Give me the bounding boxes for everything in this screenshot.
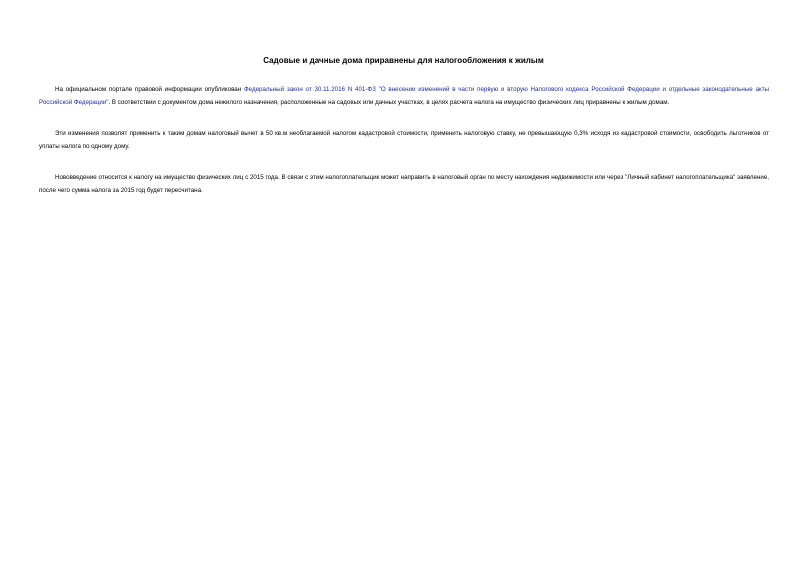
federal-law-link[interactable]: Федеральный закон от 30.11.2016 N 401-ФЗ "О внесении изменений в части первую и вторую Налогового кодекса Российской Федерации и отдельные законодательные акты Российской Федерации"	[39, 86, 769, 106]
paragraph-3: Нововведение относится к налогу на имущество физических лиц с 2015 года. В связи с этим налогоплательщик может направить в налоговый орган по месту нахождения недвижимости или через "Личный кабинет налогоплательщика" заявление, после чего сумма налога за 2015 год будет пересчитана.	[39, 174, 769, 194]
paragraph-1-text-after-link: . В соответствии с документом дома нежилого назначения, расположенные на садовых или дачных участках, в целях расчета налога на имущество физических лиц приравнены к жилым домам.	[108, 98, 670, 106]
document-title: Садовые и дачные дома приравнены для налогообложения к жилым	[263, 56, 544, 65]
paragraph-1	[39, 84, 769, 109]
document-body	[39, 84, 769, 216]
paragraph-1-text-before-link: На официальном портале правовой информации опубликован	[55, 86, 244, 93]
paragraph-2: Эти изменения позволят применить к таким домам налоговый вычет в 50 кв.м необлагаемой налогом кадастровой стоимости, применить налоговую ставку, не превышающую 0,3% исходя из кадастровой стоимости, освободить льготников от уплаты налога по одному дому.	[39, 130, 769, 150]
